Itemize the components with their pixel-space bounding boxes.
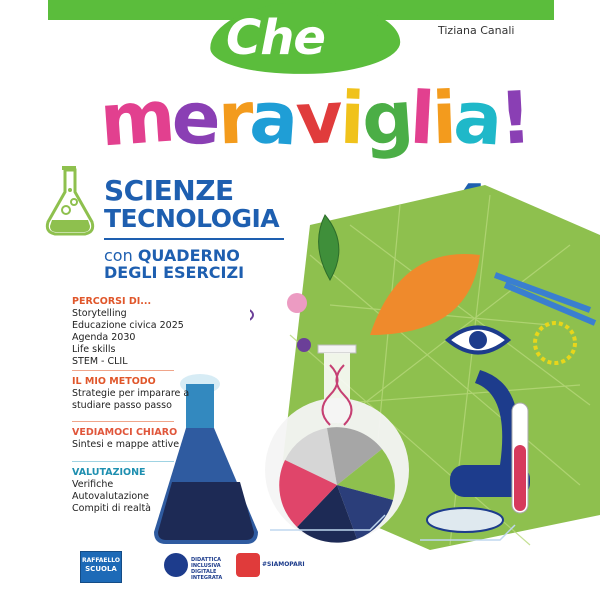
feature-item: Strategie per imparare a [72,388,190,399]
feature-item: Agenda 2030 [72,332,136,343]
feature-item: Sintesi e mappe attive [72,439,180,450]
feature-heading: IL MIO METODO [72,376,156,387]
publisher-line2: SCUOLA [85,565,117,573]
feature-item: Educazione civica 2025 [72,320,184,331]
hand-logo-icon [236,553,260,577]
series-title [97,73,532,163]
feature-item: Life skills [72,344,116,355]
title-letter: i [430,75,455,161]
ddi-logo-icon [164,553,188,577]
quaderno-line2: DEGLI ESERCIZI [104,263,245,282]
title-letter: i [338,75,364,161]
title-letter: a [247,74,299,162]
feature-section [72,296,212,368]
feature-item: Compiti di realtà [72,503,151,514]
ddi-badge-line: DIDATTICA [191,557,221,563]
subject-tecnologia: TECNOLOGIA [104,204,280,233]
ddi-badge-line: INCLUSIVA [191,563,221,569]
feature-section [72,376,212,412]
title-letter: ! [496,75,532,161]
title-letter: v [293,74,343,162]
feature-section [72,427,212,451]
section-divider [72,421,174,422]
title-letter: e [169,74,221,162]
publisher-logo [80,551,122,583]
title-letter: a [450,74,502,162]
author-name: Tiziana Canali [438,24,515,37]
feature-heading: VEDIAMOCI CHIARO [72,427,178,438]
siamopari-badge [236,553,305,577]
feature-item: Autovalutazione [72,491,150,502]
con-prefix: con [104,246,138,265]
quaderno-word: QUADERNO [137,246,240,265]
ddi-badge-text [191,557,222,581]
title-letter: m [97,73,175,163]
title-letter: l [407,75,435,161]
ddi-badge-line: INTEGRATA [191,575,223,581]
didattica-inclusiva-badge [164,553,224,581]
feature-section [72,467,212,515]
feature-heading: VALUTAZIONE [72,467,146,478]
feature-item: Storytelling [72,308,127,319]
science-illustration [250,185,600,550]
feature-item: studiare passo passo [72,400,172,411]
subject-scienze: SCIENZE [104,174,234,207]
title-letter: g [358,74,414,162]
section-divider [72,461,174,462]
publisher-line1: RAFFAELLO [81,557,121,564]
title-letter: r [216,75,252,161]
feature-item: STEM - CLIL [72,356,128,367]
flask-icon [40,160,100,240]
ddi-badge-line: DIGITALE [191,569,217,575]
feature-heading: PERCORSI DI... [72,296,152,307]
siamopari-text: #SIAMOPARI [262,561,305,568]
section-divider [72,370,174,371]
feature-item: Verifiche [72,479,114,490]
series-word: Che [226,10,325,66]
